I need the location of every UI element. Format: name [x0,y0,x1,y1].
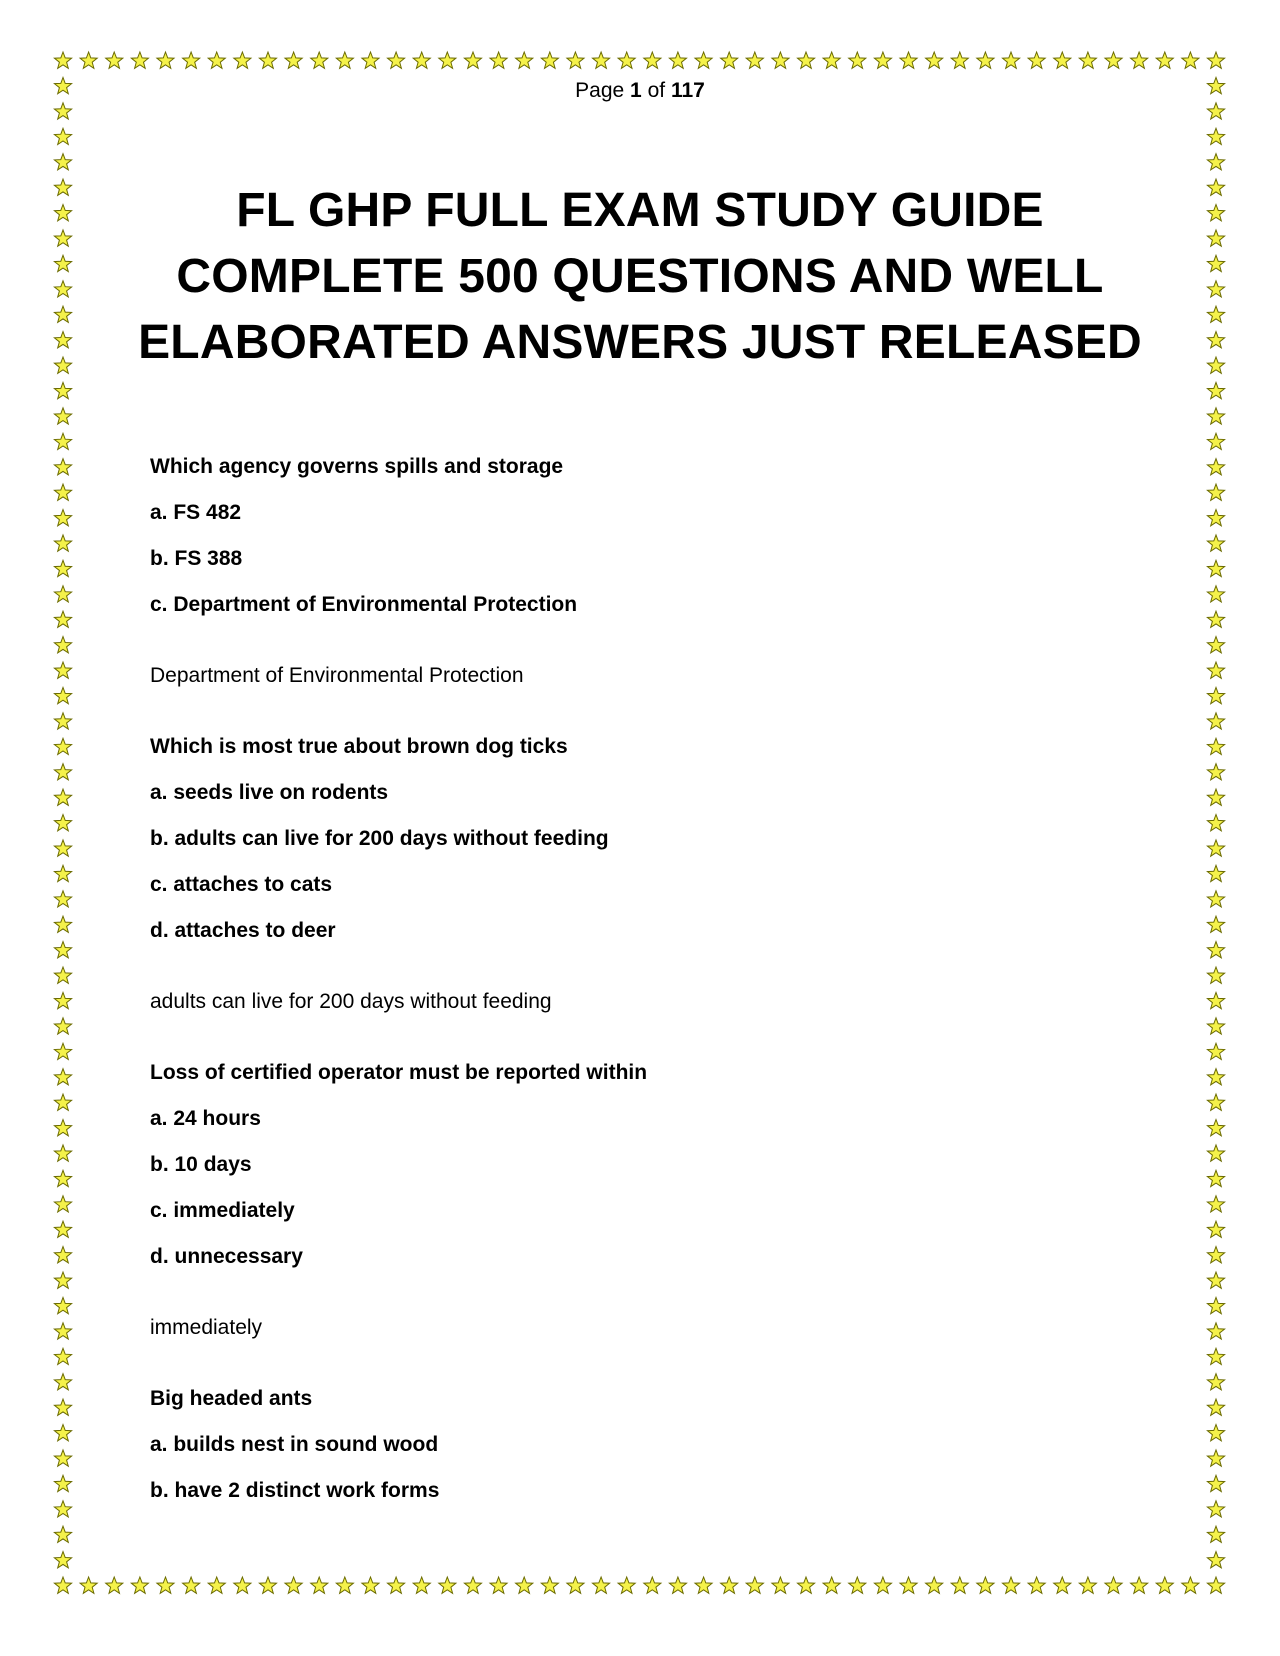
star-icon [541,52,558,68]
star-icon [208,1577,225,1593]
star-icon [54,179,71,195]
star-icon [54,662,71,678]
star-icon [54,942,71,958]
star-icon [54,332,71,348]
star-icon [54,1501,71,1517]
star-icon [131,52,148,68]
title-line: ELABORATED ANSWERS JUST RELEASED [138,316,1142,369]
star-icon [54,560,71,576]
star-icon [1207,1043,1224,1059]
star-icon [439,52,456,68]
star-icon [926,52,943,68]
star-icon [1207,967,1224,983]
star-icon [54,1069,71,1085]
star-icon [54,840,71,856]
star-icon [54,205,71,221]
star-icon [54,611,71,627]
star-icon [1207,1577,1224,1593]
star-icon [54,789,71,805]
star-icon [1182,52,1199,68]
star-icon [1207,1552,1224,1568]
question-text: Which agency governs spills and storage [150,455,564,478]
star-icon [54,764,71,780]
star-icon [1003,1577,1020,1593]
correct-answer: immediately [150,1316,263,1339]
star-icon [1207,815,1224,831]
star-icon [362,1577,379,1593]
star-icon [413,52,430,68]
star-icon [54,687,71,703]
star-icon [695,1577,712,1593]
star-icon [234,1577,251,1593]
star-icon [798,1577,815,1593]
star-icon [54,713,71,729]
star-icon [54,1526,71,1542]
star-icon [490,1577,507,1593]
answer-option: a. FS 482 [150,501,242,524]
star-icon [54,1577,71,1593]
star-icon [234,52,251,68]
star-icon [1003,52,1020,68]
star-icon [1207,1475,1224,1491]
page-prefix: Page [575,79,625,102]
star-icon [772,52,789,68]
answer-option: a. builds nest in sound wood [150,1433,439,1456]
star-icon [54,103,71,119]
question-block [150,724,1150,1025]
answer-option: c. attaches to cats [150,873,333,896]
correct-answer: Department of Environmental Protection [150,664,524,687]
star-icon [618,1577,635,1593]
star-icon [1207,205,1224,221]
star-icon [1207,459,1224,475]
star-icon [823,1577,840,1593]
star-icon [1207,103,1224,119]
star-icon [54,815,71,831]
star-icon [798,52,815,68]
star-icon [54,357,71,373]
star-icon [926,1577,943,1593]
answer-option: d. attaches to deer [150,919,336,942]
star-icon [1207,713,1224,729]
star-icon [54,1094,71,1110]
question-block [150,1050,1150,1351]
page-indicator [0,77,1280,105]
star-icon [849,52,866,68]
star-icon [54,967,71,983]
star-icon [516,1577,533,1593]
star-icon [157,52,174,68]
question-text: Which is most true about brown dog ticks [150,735,568,758]
star-icon [54,535,71,551]
star-icon [1207,1170,1224,1186]
star-icon [54,1450,71,1466]
star-icon [1207,1069,1224,1085]
star-icon [1207,52,1224,68]
star-icon [54,738,71,754]
star-icon [311,1577,328,1593]
star-icon [54,306,71,322]
star-icon [54,1145,71,1161]
star-icon [1207,942,1224,958]
star-icon [413,1577,430,1593]
star-icon [1207,408,1224,424]
star-icon [1207,306,1224,322]
page-current: 1 [630,79,642,102]
star-icon [1207,916,1224,932]
star-icon [618,52,635,68]
star-icon [1207,891,1224,907]
star-icon [54,230,71,246]
star-icon [1131,1577,1148,1593]
star-icon [1207,1196,1224,1212]
star-icon [54,281,71,297]
star-icon [106,1577,123,1593]
star-icon [874,1577,891,1593]
star-icon [54,916,71,932]
star-icon [54,1170,71,1186]
star-icon [1182,1577,1199,1593]
answer-option: c. Department of Environmental Protection [150,593,578,616]
star-icon [1207,637,1224,653]
star-icon [1207,662,1224,678]
star-icon [157,1577,174,1593]
star-icon [1207,1120,1224,1136]
star-icon [54,992,71,1008]
title-line: COMPLETE 500 QUESTIONS AND WELL [176,250,1104,303]
answer-option: a. seeds live on rodents [150,781,389,804]
star-icon [1207,1094,1224,1110]
star-icon [54,1043,71,1059]
question-text: Loss of certified operator must be reported within [150,1061,648,1084]
star-icon [1207,1272,1224,1288]
star-icon [54,1120,71,1136]
star-icon [1207,179,1224,195]
answer-option: a. 24 hours [150,1107,261,1130]
star-icon [1079,52,1096,68]
star-icon [1207,764,1224,780]
star-icon [1207,789,1224,805]
star-icon [1207,1297,1224,1313]
star-icon [1207,738,1224,754]
star-icon [362,52,379,68]
star-icon [464,52,481,68]
star-icon [54,637,71,653]
answer-option: b. adults can live for 200 days without feeding [150,827,609,850]
star-icon [259,1577,276,1593]
star-icon [54,52,71,68]
star-icon [1207,357,1224,373]
star-icon [644,52,661,68]
star-icon [567,1577,584,1593]
star-icon [336,1577,353,1593]
star-icon [669,52,686,68]
star-icon [54,1475,71,1491]
star-icon [1207,1145,1224,1161]
star-icon [746,1577,763,1593]
star-icon [54,1247,71,1263]
star-icon [1207,586,1224,602]
answer-option: b. have 2 distinct work forms [150,1479,440,1502]
star-icon [746,52,763,68]
star-icon [54,1552,71,1568]
star-icon [1105,52,1122,68]
star-icon [1207,840,1224,856]
star-icon [285,52,302,68]
star-icon [977,1577,994,1593]
star-icon [131,1577,148,1593]
star-icon [54,154,71,170]
star-icon [1207,1323,1224,1339]
star-icon [1207,510,1224,526]
answer-option: b. FS 388 [150,547,243,570]
star-icon [1207,433,1224,449]
star-icon [874,52,891,68]
star-icon [388,52,405,68]
star-icon [311,52,328,68]
page-of: of [647,79,666,102]
star-icon [1156,52,1173,68]
star-icon [541,1577,558,1593]
question-list [150,444,1150,1514]
star-icon [1156,1577,1173,1593]
star-icon [80,1577,97,1593]
star-icon [593,52,610,68]
star-icon [1207,255,1224,271]
star-icon [593,1577,610,1593]
page-total: 117 [670,79,705,102]
star-icon [259,52,276,68]
star-icon [1105,1577,1122,1593]
star-icon [54,1399,71,1415]
star-icon [772,1577,789,1593]
star-icon [1207,865,1224,881]
title-line: FL GHP FULL EXAM STUDY GUIDE [236,184,1044,237]
star-icon [54,1297,71,1313]
answer-option: b. 10 days [150,1153,252,1176]
answer-option: c. immediately [150,1199,295,1222]
star-icon [1054,52,1071,68]
star-icon [1131,52,1148,68]
star-icon [388,1577,405,1593]
star-icon [54,1374,71,1390]
star-icon [54,891,71,907]
star-icon [1207,1501,1224,1517]
star-icon [54,1221,71,1237]
star-icon [1207,332,1224,348]
star-icon [1207,560,1224,576]
star-icon [669,1577,686,1593]
star-icon [1207,1374,1224,1390]
star-icon [54,1196,71,1212]
star-icon [1207,992,1224,1008]
star-icon [1207,484,1224,500]
star-icon [977,52,994,68]
star-icon [1207,1450,1224,1466]
star-icon [1207,1425,1224,1441]
star-icon [849,1577,866,1593]
star-icon [516,52,533,68]
star-icon [1028,1577,1045,1593]
star-icon [695,52,712,68]
star-icon [106,52,123,68]
star-icon [208,52,225,68]
star-icon [54,382,71,398]
answer-option: d. unnecessary [150,1245,303,1268]
star-icon [1207,1348,1224,1364]
star-icon [1207,230,1224,246]
star-icon [54,433,71,449]
star-icon [1207,382,1224,398]
star-icon [951,52,968,68]
star-icon [1207,281,1224,297]
star-icon [721,52,738,68]
star-icon [1207,128,1224,144]
star-icon [1207,687,1224,703]
star-icon [439,1577,456,1593]
star-icon [1207,1526,1224,1542]
star-icon [183,1577,200,1593]
star-icon [1207,535,1224,551]
star-icon [54,255,71,271]
question-block [150,444,1150,699]
star-icon [54,484,71,500]
star-icon [1207,1247,1224,1263]
star-icon [900,1577,917,1593]
star-icon [54,459,71,475]
star-icon [1207,1221,1224,1237]
star-icon [54,408,71,424]
star-icon [54,510,71,526]
document-title [110,178,1170,376]
star-icon [54,1323,71,1339]
star-icon [644,1577,661,1593]
star-icon [54,1272,71,1288]
star-icon [1207,154,1224,170]
star-icon [1207,1399,1224,1415]
question-block [150,1376,1150,1514]
star-icon [54,1348,71,1364]
star-icon [54,128,71,144]
star-icon [1079,1577,1096,1593]
star-icon [567,52,584,68]
star-icon [80,52,97,68]
star-icon [951,1577,968,1593]
star-icon [54,586,71,602]
star-icon [1054,1577,1071,1593]
star-icon [464,1577,481,1593]
correct-answer: adults can live for 200 days without feeding [150,990,552,1013]
star-icon [1207,1018,1224,1034]
star-icon [54,865,71,881]
star-icon [490,52,507,68]
star-icon [900,52,917,68]
star-icon [54,1425,71,1441]
star-icon [823,52,840,68]
star-icon [336,52,353,68]
star-icon [721,1577,738,1593]
star-icon [183,52,200,68]
star-icon [1028,52,1045,68]
star-icon [1207,611,1224,627]
star-icon [285,1577,302,1593]
question-text: Big headed ants [150,1387,313,1410]
star-icon [54,1018,71,1034]
